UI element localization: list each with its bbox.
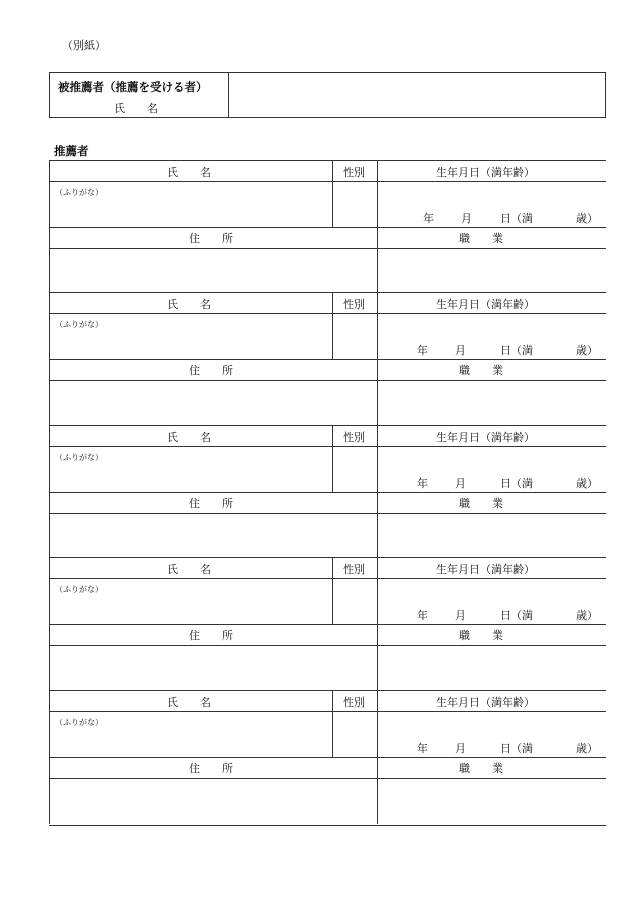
gender-field[interactable] bbox=[333, 447, 377, 492]
birth-month-label: 月 bbox=[455, 609, 466, 622]
nominee-name-field[interactable] bbox=[229, 73, 605, 117]
birth-header: 生年月日（満年齢） bbox=[436, 563, 535, 576]
age-label: 歳） bbox=[576, 344, 598, 357]
occupation-header: 職 業 bbox=[459, 497, 503, 510]
occupation-field[interactable] bbox=[378, 779, 606, 823]
address-header: 住 所 bbox=[189, 497, 233, 510]
rule bbox=[49, 624, 606, 625]
table-bottom-rule bbox=[49, 825, 606, 826]
name-field[interactable] bbox=[50, 447, 332, 492]
address-field[interactable] bbox=[50, 514, 377, 558]
address-field[interactable] bbox=[50, 249, 377, 293]
name-header: 氏 名 bbox=[167, 563, 211, 576]
nominee-title: 被推薦者（推薦を受ける者） bbox=[58, 80, 208, 94]
rule bbox=[49, 492, 606, 493]
birth-day-label: 日（満 bbox=[500, 742, 533, 755]
gender-field[interactable] bbox=[333, 314, 377, 359]
birth-header: 生年月日（満年齢） bbox=[436, 298, 535, 311]
gender-header: 性別 bbox=[343, 298, 365, 311]
furigana-label: （ふりがな） bbox=[55, 453, 103, 462]
recommender-block-3 bbox=[49, 425, 606, 558]
name-header: 氏 名 bbox=[167, 166, 211, 179]
attachment-label: （別紙） bbox=[62, 39, 106, 52]
furigana-label: （ふりがな） bbox=[55, 188, 103, 197]
rule bbox=[49, 292, 606, 293]
birth-year-label: 年 bbox=[417, 477, 428, 490]
age-label: 歳） bbox=[576, 609, 598, 622]
occupation-header: 職 業 bbox=[459, 364, 503, 377]
birth-year-label: 年 bbox=[417, 742, 428, 755]
birth-month-label: 月 bbox=[455, 344, 466, 357]
rule bbox=[49, 557, 606, 558]
occupation-field[interactable] bbox=[378, 514, 606, 558]
rule bbox=[49, 757, 606, 758]
rule bbox=[49, 690, 606, 691]
recommender-block-5 bbox=[49, 690, 606, 823]
occupation-header: 職 業 bbox=[459, 629, 503, 642]
rule bbox=[49, 160, 606, 161]
gender-field[interactable] bbox=[333, 579, 377, 624]
birth-header: 生年月日（満年齢） bbox=[436, 696, 535, 709]
occupation-header: 職 業 bbox=[459, 762, 503, 775]
nominee-table bbox=[49, 72, 606, 118]
recommender-block-2 bbox=[49, 292, 606, 425]
birth-year-label: 年 bbox=[417, 344, 428, 357]
gender-header: 性別 bbox=[343, 696, 365, 709]
nominee-label-cell bbox=[50, 73, 229, 117]
address-header: 住 所 bbox=[189, 762, 233, 775]
birth-header: 生年月日（満年齢） bbox=[436, 431, 535, 444]
name-field[interactable] bbox=[50, 712, 332, 757]
name-header: 氏 名 bbox=[167, 696, 211, 709]
name-header: 氏 名 bbox=[167, 431, 211, 444]
gender-field[interactable] bbox=[333, 182, 377, 227]
address-field[interactable] bbox=[50, 646, 377, 690]
gender-header: 性別 bbox=[343, 166, 365, 179]
occupation-field[interactable] bbox=[378, 249, 606, 293]
section-heading: 推薦者 bbox=[54, 144, 89, 158]
birth-month-label: 月 bbox=[455, 477, 466, 490]
birth-day-label: 日（満 bbox=[500, 344, 533, 357]
rule bbox=[49, 227, 606, 228]
gender-field[interactable] bbox=[333, 712, 377, 757]
furigana-label: （ふりがな） bbox=[55, 718, 103, 727]
age-label: 歳） bbox=[576, 742, 598, 755]
age-label: 歳） bbox=[576, 212, 598, 225]
birth-year-label: 年 bbox=[423, 212, 434, 225]
birth-day-label: 日（満 bbox=[500, 212, 533, 225]
address-header: 住 所 bbox=[189, 232, 233, 245]
name-field[interactable] bbox=[50, 314, 332, 359]
address-header: 住 所 bbox=[189, 364, 233, 377]
birth-year-label: 年 bbox=[417, 609, 428, 622]
rule bbox=[49, 359, 606, 360]
birth-month-label: 月 bbox=[461, 212, 472, 225]
nominee-name-label: 氏 名 bbox=[114, 102, 158, 115]
birth-day-label: 日（満 bbox=[500, 477, 533, 490]
name-header: 氏 名 bbox=[167, 298, 211, 311]
address-field[interactable] bbox=[50, 381, 377, 425]
birth-month-label: 月 bbox=[455, 742, 466, 755]
furigana-label: （ふりがな） bbox=[55, 320, 103, 329]
address-field[interactable] bbox=[50, 779, 377, 823]
name-field[interactable] bbox=[50, 182, 332, 227]
rule bbox=[49, 425, 606, 426]
name-field[interactable] bbox=[50, 579, 332, 624]
occupation-field[interactable] bbox=[378, 646, 606, 690]
recommender-block-4 bbox=[49, 557, 606, 690]
gender-header: 性別 bbox=[343, 563, 365, 576]
occupation-field[interactable] bbox=[378, 381, 606, 425]
gender-header: 性別 bbox=[343, 431, 365, 444]
recommender-block-1 bbox=[49, 160, 606, 293]
birth-header: 生年月日（満年齢） bbox=[436, 166, 535, 179]
address-header: 住 所 bbox=[189, 629, 233, 642]
furigana-label: （ふりがな） bbox=[55, 585, 103, 594]
occupation-header: 職 業 bbox=[459, 232, 503, 245]
age-label: 歳） bbox=[576, 477, 598, 490]
birth-day-label: 日（満 bbox=[500, 609, 533, 622]
